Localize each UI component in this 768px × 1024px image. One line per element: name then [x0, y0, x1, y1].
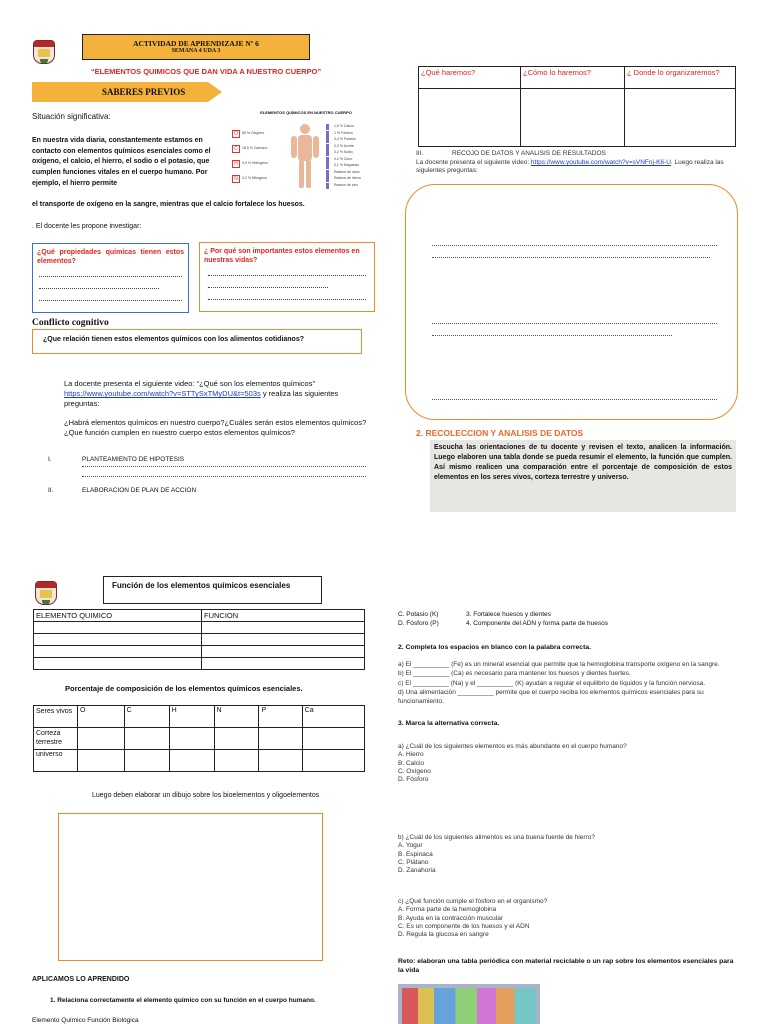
infographic-right-item: 0,3 % Azufre	[326, 144, 384, 150]
comp-header-ca: Ca	[302, 706, 364, 728]
mc-option[interactable]: B. Espinaca	[398, 850, 433, 858]
table-cell[interactable]	[302, 728, 364, 750]
element-label: 18,5 % Carbono	[242, 146, 268, 151]
video-intro: La docente presenta el siguiente video: “¿Qué son los elementos químicos”	[64, 379, 315, 388]
step-1-label: PLANTEAMIENTO DE HIPOTESIS	[82, 456, 185, 463]
item-1-table-header: Elemento Químico Función Biológica	[32, 1017, 139, 1024]
answer-line[interactable]	[208, 292, 366, 300]
comp-header-o: O	[78, 706, 125, 728]
saberes-previos-label: SABERES PREVIOS	[102, 87, 186, 97]
conflicto-cognitivo-heading: Conflicto cognitivo	[32, 318, 109, 328]
comp-row-corteza: Corteza terrestre	[34, 728, 78, 750]
table-cell[interactable]	[202, 646, 365, 658]
element-symbol: N	[232, 175, 240, 183]
activity-title: ACTIVIDAD DE APRENDIZAJE Nº 6	[133, 39, 259, 48]
drawing-box[interactable]	[58, 813, 323, 961]
table-cell[interactable]	[34, 646, 202, 658]
table-cell[interactable]	[78, 750, 125, 772]
table-cell[interactable]	[34, 658, 202, 670]
mc-option[interactable]: D. Regula la glucosa en sangre	[398, 931, 489, 939]
item-2-instruction: 2. Completa los espacios en blanco con la palabra correcta.	[398, 644, 592, 651]
blank-item: a) El __________ (Fe) es un mineral esencial que permite que la hemoglobina transporte oxígeno en la sangre.	[398, 661, 720, 668]
table-cell[interactable]	[214, 728, 259, 750]
activity-banner	[82, 34, 310, 60]
infographic-left-item	[232, 126, 288, 141]
funcion-header-elemento: ELEMENTO QUIMICO	[34, 610, 202, 622]
plan-header-como: ¿Cómo lo haremos?	[521, 67, 625, 89]
plan-header-que: ¿Qué haremos?	[419, 67, 521, 89]
mc-option[interactable]: D. Zanahoria	[398, 867, 436, 875]
answer-line[interactable]	[39, 281, 159, 289]
comp-header-c: C	[124, 706, 169, 728]
answer-line[interactable]	[208, 268, 366, 276]
infographic-right-item: 0,2 % Sodio	[326, 150, 384, 156]
element-symbol: O	[232, 130, 240, 138]
item-3-instruction: 3. Marca la alternativa correcta.	[398, 720, 500, 727]
comp-header-h: H	[169, 706, 214, 728]
saberes-previos-arrow	[32, 82, 222, 102]
video-intro-tail: y realiza las siguientes preguntas:	[64, 389, 339, 409]
answer-line[interactable]	[39, 269, 182, 277]
table-cell[interactable]	[214, 750, 259, 772]
body-elements-infographic	[228, 110, 384, 190]
infographic-right-item: 0,1 % Magnesio	[326, 163, 384, 169]
comp-header-p: P	[259, 706, 302, 728]
blank-item: d) Una alimentación __________ permite que el cuerpo reciba los elementos químicos esenciales para su funcionamiento.	[398, 689, 704, 705]
infographic-right-item: 1 % Fósforo	[326, 131, 384, 137]
step-3-label: RECOJO DE DATOS Y ANALISIS DE RESULTADOS	[452, 150, 606, 157]
table-cell[interactable]	[259, 728, 302, 750]
table-cell[interactable]	[202, 622, 365, 634]
infographic-right-item: Rastros de otros	[326, 170, 384, 176]
answer-line[interactable]	[82, 476, 366, 477]
funcion-header-funcion: FUNCION	[202, 610, 365, 622]
mc-option[interactable]: B. Ayuda en la contracción muscular	[398, 914, 504, 922]
question-1-text: ¿Qué propiedades químicas tienen estos elementos?	[37, 249, 184, 265]
funcion-table	[33, 609, 365, 670]
step-3-number: III.	[416, 150, 424, 157]
step-2-label: ELABORACION DE PLAN DE ACCION	[82, 487, 197, 494]
mc-question: a) ¿Cuál de los siguientes elementos es más abundante en el cuerpo humano?	[398, 743, 627, 750]
mc-option[interactable]: D. Fósforo	[398, 776, 429, 784]
element-label: 65 % Oxígeno	[242, 131, 265, 136]
recoleccion-heading: 2. RECOLECCION Y ANALISIS DE DATOS	[416, 428, 584, 438]
infographic-right-item: Rastros de hierro	[326, 176, 384, 182]
step-3-paragraph	[416, 159, 738, 176]
step-1-number: I.	[48, 456, 52, 463]
plan-cell[interactable]	[419, 89, 521, 147]
porcentaje-title: Porcentaje de composición de los elementos químicos esenciales.	[65, 684, 303, 693]
element-label: 9,5 % Hidrógeno	[242, 161, 269, 166]
mc-option[interactable]: A. Yogur	[398, 842, 423, 850]
infographic-left-list	[232, 126, 288, 186]
relaciona-right: 3. Fortalece huesos y dientes	[466, 611, 551, 618]
step-3-tail: . Luego realiza las siguientes preguntas:	[416, 159, 724, 175]
mc-option[interactable]: C. Oxígeno	[398, 767, 431, 775]
dibujo-instruction: Luego deben elaborar un dibujo sobre los bioelementos y oligoelementos	[92, 792, 320, 799]
mc-option[interactable]: A. Forma parte de la hemoglobina	[398, 906, 497, 914]
infographic-left-item	[232, 141, 288, 156]
mc-question: b) ¿Cuál de los siguientes alimentos es una buena fuente de hierro?	[398, 834, 595, 841]
table-cell[interactable]	[124, 728, 169, 750]
mc-block-b	[398, 834, 738, 876]
answer-line[interactable]	[432, 335, 672, 336]
relaciona-right: 4. Componente del ADN y forma parte de huesos	[466, 619, 608, 627]
funcion-title-box	[103, 576, 322, 604]
school-seal-icon	[33, 40, 55, 64]
table-cell[interactable]	[202, 658, 365, 670]
element-symbol: H	[232, 160, 240, 168]
table-cell[interactable]	[34, 634, 202, 646]
activity-main-title: “ELEMENTOS QUIMICOS QUE DAN VIDA A NUESTRO CUERPO”	[90, 67, 322, 76]
conflicto-question-box	[32, 329, 362, 354]
table-cell[interactable]	[302, 750, 364, 772]
blank-item: b) El __________ (Ca) es necesario para mantener los huesos y dientes fuertes.	[398, 670, 631, 678]
table-cell[interactable]	[34, 622, 202, 634]
mc-option[interactable]: C. Plátano	[398, 858, 429, 866]
relaciona-list	[398, 611, 738, 629]
relaciona-left: C. Potasio (K)	[398, 611, 439, 618]
table-cell[interactable]	[169, 750, 214, 772]
aplicamos-heading: APLICAMOS LO APRENDIDO	[32, 976, 130, 983]
table-cell[interactable]	[202, 634, 365, 646]
table-cell[interactable]	[259, 750, 302, 772]
comp-row-universo: universo	[34, 750, 78, 772]
situacion-tail: el transporte de oxígeno en la sangre, mientras que el calcio fortalece los huesos.	[32, 201, 305, 208]
item-1-instruction: 1. Relaciona correctamente el elemento químico con su función en el cuerpo humano.	[50, 997, 316, 1004]
photo-colors	[402, 988, 536, 1024]
human-body-icon	[284, 122, 326, 190]
plan-cell[interactable]	[625, 89, 736, 147]
reto-text: Reto: elaboran una tabla periódica con material reciclable o un rap sobre los elementos esenciales para la vida	[398, 958, 734, 974]
mc-option[interactable]: C. Es un componente de los huesos y el ADN	[398, 922, 530, 930]
answer-area-rounded-box[interactable]	[405, 184, 738, 420]
infographic-right-item: 1,5 % Calcio	[326, 124, 384, 130]
conflicto-question: ¿Que relación tienen estos elementos químicos con los alimentos cotidianos?	[43, 336, 305, 343]
blanks-list	[398, 661, 738, 707]
element-symbol: C	[232, 145, 240, 153]
school-seal-icon	[35, 581, 57, 605]
infographic-left-item	[232, 171, 288, 186]
video-paragraph	[64, 379, 370, 409]
step-3-video-link[interactable]: https://www.youtube.com/watch?v=sVNFnj-K6-U	[530, 159, 671, 166]
mc-option[interactable]: B. Calcio	[398, 759, 425, 767]
mc-block-c	[398, 898, 738, 940]
relaciona-left: D. Fósforo (P)	[398, 619, 439, 627]
answer-line[interactable]	[208, 280, 328, 288]
video-questions: ¿Habrá elementos químicos en nuestro cuerpo?¿Cuáles serán estos elementos químicos? ¿Que función cumplen en nuestro cuerpo estos elementos químicos?	[64, 418, 367, 438]
answer-line[interactable]	[82, 466, 366, 467]
step-2-number: II.	[48, 487, 54, 494]
answer-line[interactable]	[432, 323, 717, 324]
answer-line[interactable]	[432, 257, 710, 258]
question-2-text: ¿ Por qué son importantes estos elementos en nuestras vidas?	[204, 248, 360, 264]
activity-week: SEMANA 4 UDA 3	[171, 48, 221, 55]
infographic-right-item: Rastros de zinc	[326, 183, 384, 189]
situacion-text: En nuestra vida diaria, constantemente estamos en contacto con elementos químicos esenciales como el oxígeno, el calcio, el hierro, el sodio o el potasio, que cumplen funciones vitales en el cuerpo humano. Por ejemplo, el hierro permite	[32, 137, 211, 187]
blank-item: c) El __________ (Na) y el __________ (K) ayudan a regular el equilibrio de líquidos y la función nerviosa.	[398, 679, 706, 687]
plan-cell[interactable]	[521, 89, 625, 147]
answer-line[interactable]	[432, 245, 717, 246]
docente-propone: . El docente les propone investigar:	[32, 223, 142, 230]
mc-question: c) ¿Qué función cumple el fósforo en el organismo?	[398, 898, 548, 905]
step-3-intro: La docente presenta el siguiente video:	[416, 159, 531, 166]
infographic-right-item: 0,4 % Potasio	[326, 137, 384, 143]
periodic-table-photo	[398, 984, 540, 1024]
infographic-right-list	[326, 124, 384, 189]
question-box-2	[199, 242, 375, 312]
comp-header-seres-vivos: Seres vivos	[34, 706, 78, 728]
video-link[interactable]: https://www.youtube.com/watch?v=STTySxTMyDU&t=503s	[64, 389, 261, 399]
composition-table	[33, 705, 365, 772]
infographic-title: ELEMENTOS QUÍMICOS EN NUESTRO CUERPO	[260, 110, 352, 115]
answer-line[interactable]	[432, 399, 717, 400]
plan-header-donde: ¿ Donde lo organizaremos?	[625, 67, 736, 89]
table-cell[interactable]	[124, 750, 169, 772]
infographic-left-item	[232, 156, 288, 171]
situacion-label: Situación significativa:	[32, 112, 111, 121]
element-label: 3,2 % Nitrógeno	[242, 176, 268, 181]
recoleccion-text: Escucha las orientaciones de tu docente y revisen el texto, analicen la información. Luego elaboren una tabla donde se pueda resumir el elemento, la función que cumplen. Así mismo realicen una comparación entre el porcentaje de composición de estos elementos en los seres vivos, corteza terrestre y universo.	[430, 440, 736, 512]
table-cell[interactable]	[169, 728, 214, 750]
answer-line[interactable]	[39, 293, 182, 301]
table-cell[interactable]	[78, 728, 125, 750]
mc-block-a	[398, 743, 738, 785]
question-box-1	[32, 243, 189, 313]
infographic-right-item: 0,2 % Cloro	[326, 157, 384, 163]
funcion-title: Función de los elementos químicos esenciales	[112, 581, 291, 590]
plan-table	[418, 66, 736, 147]
comp-header-n: N	[214, 706, 259, 728]
mc-option[interactable]: A. Hierro	[398, 751, 424, 759]
